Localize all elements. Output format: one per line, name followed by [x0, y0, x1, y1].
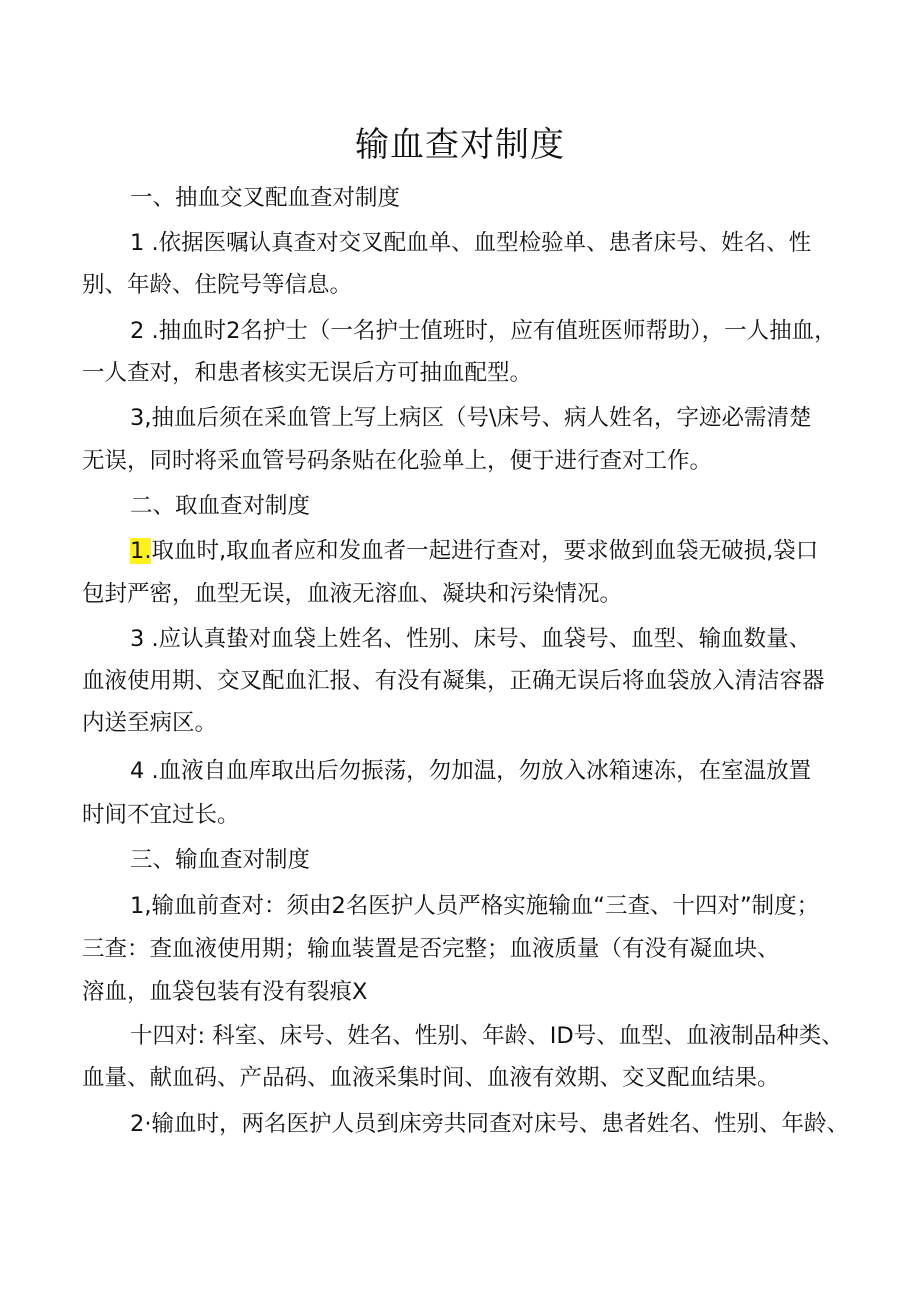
paragraph-line: 包封严密，血型无误，血液无溶血、凝块和污染情况。 — [82, 581, 623, 607]
paragraph-line: 无误，同时将采血管号码条贴在化验单上，便于进行查对工作。 — [82, 448, 713, 474]
paragraph-line: 3 .应认真蛰对血袋上姓名、性别、床号、血袋号、血型、输血数量、 — [130, 626, 812, 652]
paragraph-line: 1,输血前查对：须由2名医护人员严格实施输血“三查、十四对”制度； — [130, 893, 820, 919]
section-heading-3: 三、输血查对制度 — [130, 847, 311, 873]
paragraph-line: 溶血，血袋包装有没有裂痕X — [82, 979, 368, 1005]
paragraph-line: 血量、献血码、产品码、血液采集时间、血液有效期、交叉配血结果。 — [82, 1065, 780, 1091]
highlighted-marker: 1. — [130, 538, 152, 564]
paragraph-line: 2 .抽血时2名护士（一名护士值班时，应有值班医师帮助），一人抽血， — [130, 318, 837, 344]
paragraph-line-text: 取血时,取血者应和发血者一起进行查对，要求做到血袋无破损,袋口 — [151, 538, 819, 564]
paragraph-line: 三查：查血液使用期；输血装置是否完整；血液质量（有没有凝血块、 — [82, 936, 780, 962]
page-title: 输血查对制度 — [355, 125, 565, 165]
paragraph-line: 3,抽血后须在采血管上写上病区（号\床号、病人姓名，字迹必需清楚 — [130, 405, 812, 431]
paragraph-line: 十四对: 科室、床号、姓名、性别、年龄、ID号、血型、血液制品种类、 — [130, 1023, 844, 1049]
paragraph-line: 血液使用期、交叉配血汇报、有没有凝集，正确无误后将血袋放入清洁容器 — [82, 668, 825, 694]
paragraph-line: 1 .依据医嘱认真查对交叉配血单、血型检验单、患者床号、姓名、性 — [130, 230, 812, 256]
paragraph-line: 时间不宜过长。 — [82, 802, 240, 828]
paragraph-line: 一人查对，和患者核实无误后方可抽血配型。 — [82, 360, 533, 386]
paragraph-line — [130, 536, 850, 566]
section-heading-1: 一、抽血交叉配血查对制度 — [130, 185, 401, 211]
paragraph-line: 2·输血时，两名医护人员到床旁共同查对床号、患者姓名、性别、年龄、 — [130, 1111, 849, 1137]
paragraph-line: 4 .血液自血库取出后勿振荡，勿加温，勿放入冰箱速冻，在室温放置 — [130, 758, 812, 784]
paragraph-line: 别、年龄、住院号等信息。 — [82, 272, 353, 298]
paragraph-line: 内送至病区。 — [82, 710, 218, 736]
section-heading-2: 二、取血查对制度 — [130, 493, 311, 519]
